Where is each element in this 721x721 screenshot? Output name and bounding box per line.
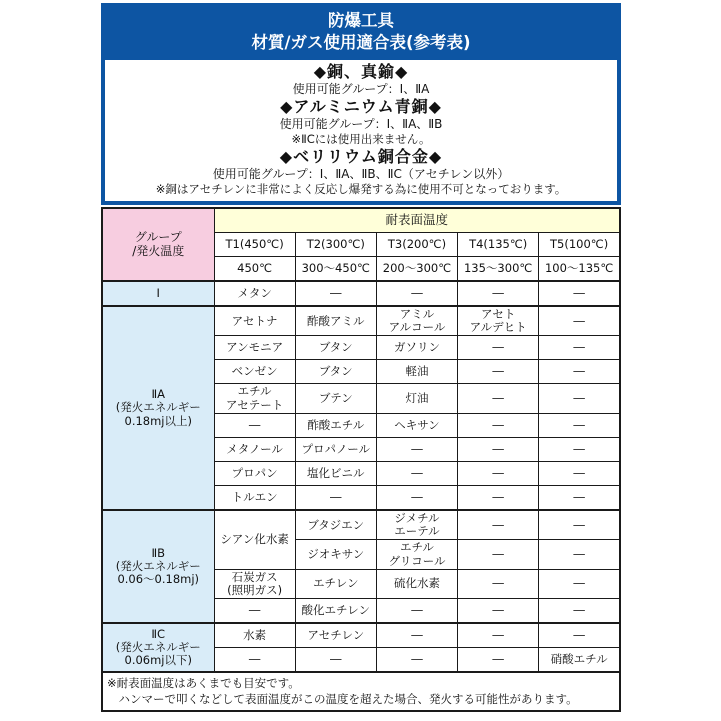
gas-cell: ― [539,360,620,384]
gas-cell: ― [539,384,620,413]
gas-cell: ― [458,281,539,306]
gas-cell: ― [458,485,539,510]
gas-cell: 硝酸エチル [539,648,620,673]
group-label-cell: Ⅰ [102,281,214,306]
gas-cell: ― [214,599,295,624]
gas-cell: ― [295,648,376,673]
gas-cell: 硫化水素 [376,569,457,598]
temp-range-cell: 200〜300℃ [376,257,457,282]
gas-cell: ― [539,437,620,461]
document-page [101,3,621,712]
material-title: ◆ベリリウム銅合金◆ [279,146,443,166]
table-row [102,306,620,336]
material-note: ※ⅡCには使用出来ません。 [291,132,431,147]
gas-cell: メタノール [214,437,295,461]
gas-cell: メタン [214,281,295,306]
table-row [102,623,620,648]
gas-cell: プロパノール [295,437,376,461]
gas-cell: ― [376,461,457,485]
gas-cell: ― [458,599,539,624]
group-label-cell: ⅡA (発火エネルギー 0.18mj以上) [102,306,214,510]
gas-cell: ― [214,648,295,673]
temp-class-cell: T1(450℃) [214,233,295,257]
gas-cell: ― [539,540,620,569]
banner-subtitle: 材質/ガス使用適合表(参考表) [251,33,471,53]
temp-class-cell: T5(100℃) [539,233,620,257]
gas-cell: ジオキサン [295,540,376,569]
temp-class-cell: T4(135℃) [458,233,539,257]
gas-cell: ― [458,461,539,485]
gas-cell: ― [376,599,457,624]
gas-cell: 水素 [214,623,295,648]
header-panel [101,3,621,205]
temp-range-cell: 135〜300℃ [458,257,539,282]
gas-cell: ブテン [295,384,376,413]
material-section-aluminum-bronze [107,97,615,147]
gas-cell: ― [458,540,539,569]
gas-cell: ― [458,510,539,540]
temp-range-cell: 450℃ [214,257,295,282]
gas-cell: シアン化水素 [214,510,295,569]
footnote-line-1: ※耐表面温度はあくまでも目安です。 [107,676,300,691]
gas-cell: ― [295,281,376,306]
temp-range-cell: 100〜135℃ [539,257,620,282]
page-title-banner [105,7,617,60]
materials-panel [105,60,617,202]
gas-cell: エチル グリコール [376,540,457,569]
gas-cell: ― [539,599,620,624]
gas-cell: アセト アルデヒト [458,306,539,336]
gas-cell: ― [539,336,620,360]
gas-cell: ― [458,360,539,384]
gas-cell: ― [458,413,539,437]
gas-cell: ― [376,648,457,673]
gas-cell: ― [458,336,539,360]
gas-cell: プロパン [214,461,295,485]
material-section-beryllium-copper [107,147,615,197]
footnote-line-2: ハンマーで叩くなどして表面温度がこの温度を超えた場合、発火する可能性があります。 [107,692,578,707]
gas-cell: アセチレン [295,623,376,648]
group-label-cell: ⅡB (発火エネルギー 0.06〜0.18mj) [102,510,214,623]
temp-class-cell: T2(300℃) [295,233,376,257]
gas-cell: 酢酸アミル [295,306,376,336]
material-title: ◆アルミニウム青銅◆ [280,96,442,116]
gas-cell: ― [539,281,620,306]
gas-cell: 石炭ガス (照明ガス) [214,569,295,598]
gas-cell: ブタジエン [295,510,376,540]
gas-cell: トルエン [214,485,295,510]
material-note: ※銅はアセチレンに非常によく反応し爆発する為に使用不可となっております。 [155,182,567,197]
gas-cell: ベンゼン [214,360,295,384]
gas-cell: ブタン [295,360,376,384]
material-usage-line: 使用可能グループ：Ⅰ、ⅡA、ⅡB、ⅡC（アセチレン以外） [212,166,510,181]
gas-cell: ― [376,485,457,510]
gas-cell: エチル アセテート [214,384,295,413]
gas-cell: ― [539,510,620,540]
table-row [102,281,620,306]
temp-range-cell: 300〜450℃ [295,257,376,282]
gas-cell: ― [539,413,620,437]
gas-cell: ― [539,461,620,485]
gas-cell: ― [376,281,457,306]
gas-cell: ― [458,569,539,598]
gas-cell: アセトナ [214,306,295,336]
material-usage-line: 使用可能グループ：Ⅰ、ⅡA [292,81,430,96]
table-row [102,510,620,540]
gas-cell: ― [458,623,539,648]
gas-cell: ― [539,569,620,598]
gas-cell: 塩化ビニル [295,461,376,485]
gas-cell: ― [458,437,539,461]
material-section-copper-brass [107,62,615,97]
gas-cell: ― [458,648,539,673]
gas-cell: ― [295,485,376,510]
temp-class-cell: T3(200℃) [376,233,457,257]
gas-cell: ― [539,623,620,648]
corner-header-cell: グループ /発火温度 [102,208,214,281]
material-usage-line: 使用可能グループ：Ⅰ、ⅡA、ⅡB [279,116,443,131]
gas-cell: ジメチル エーテル [376,510,457,540]
gas-cell: ― [214,413,295,437]
gas-cell: ガソリン [376,336,457,360]
footnote [101,671,621,712]
banner-title: 防爆工具 [328,11,394,30]
gas-cell: 酢酸エチル [295,413,376,437]
gas-cell: ― [376,623,457,648]
surface-temp-header-cell: 耐表面温度 [214,208,620,233]
gas-cell: 酸化エチレン [295,599,376,624]
gas-cell: 灯油 [376,384,457,413]
gas-cell: アミル アルコール [376,306,457,336]
gas-cell: ― [458,384,539,413]
group-label-cell: ⅡC (発火エネルギー 0.06mj以下) [102,623,214,672]
gas-cell: ヘキサン [376,413,457,437]
compatibility-table [101,207,621,673]
material-title: ◆銅、真鍮◆ [313,61,409,81]
gas-cell: ブタン [295,336,376,360]
gas-cell: ― [376,437,457,461]
gas-cell: ― [539,485,620,510]
gas-cell: アンモニア [214,336,295,360]
gas-cell: エチレン [295,569,376,598]
gas-cell: ― [539,306,620,336]
gas-cell: 軽油 [376,360,457,384]
